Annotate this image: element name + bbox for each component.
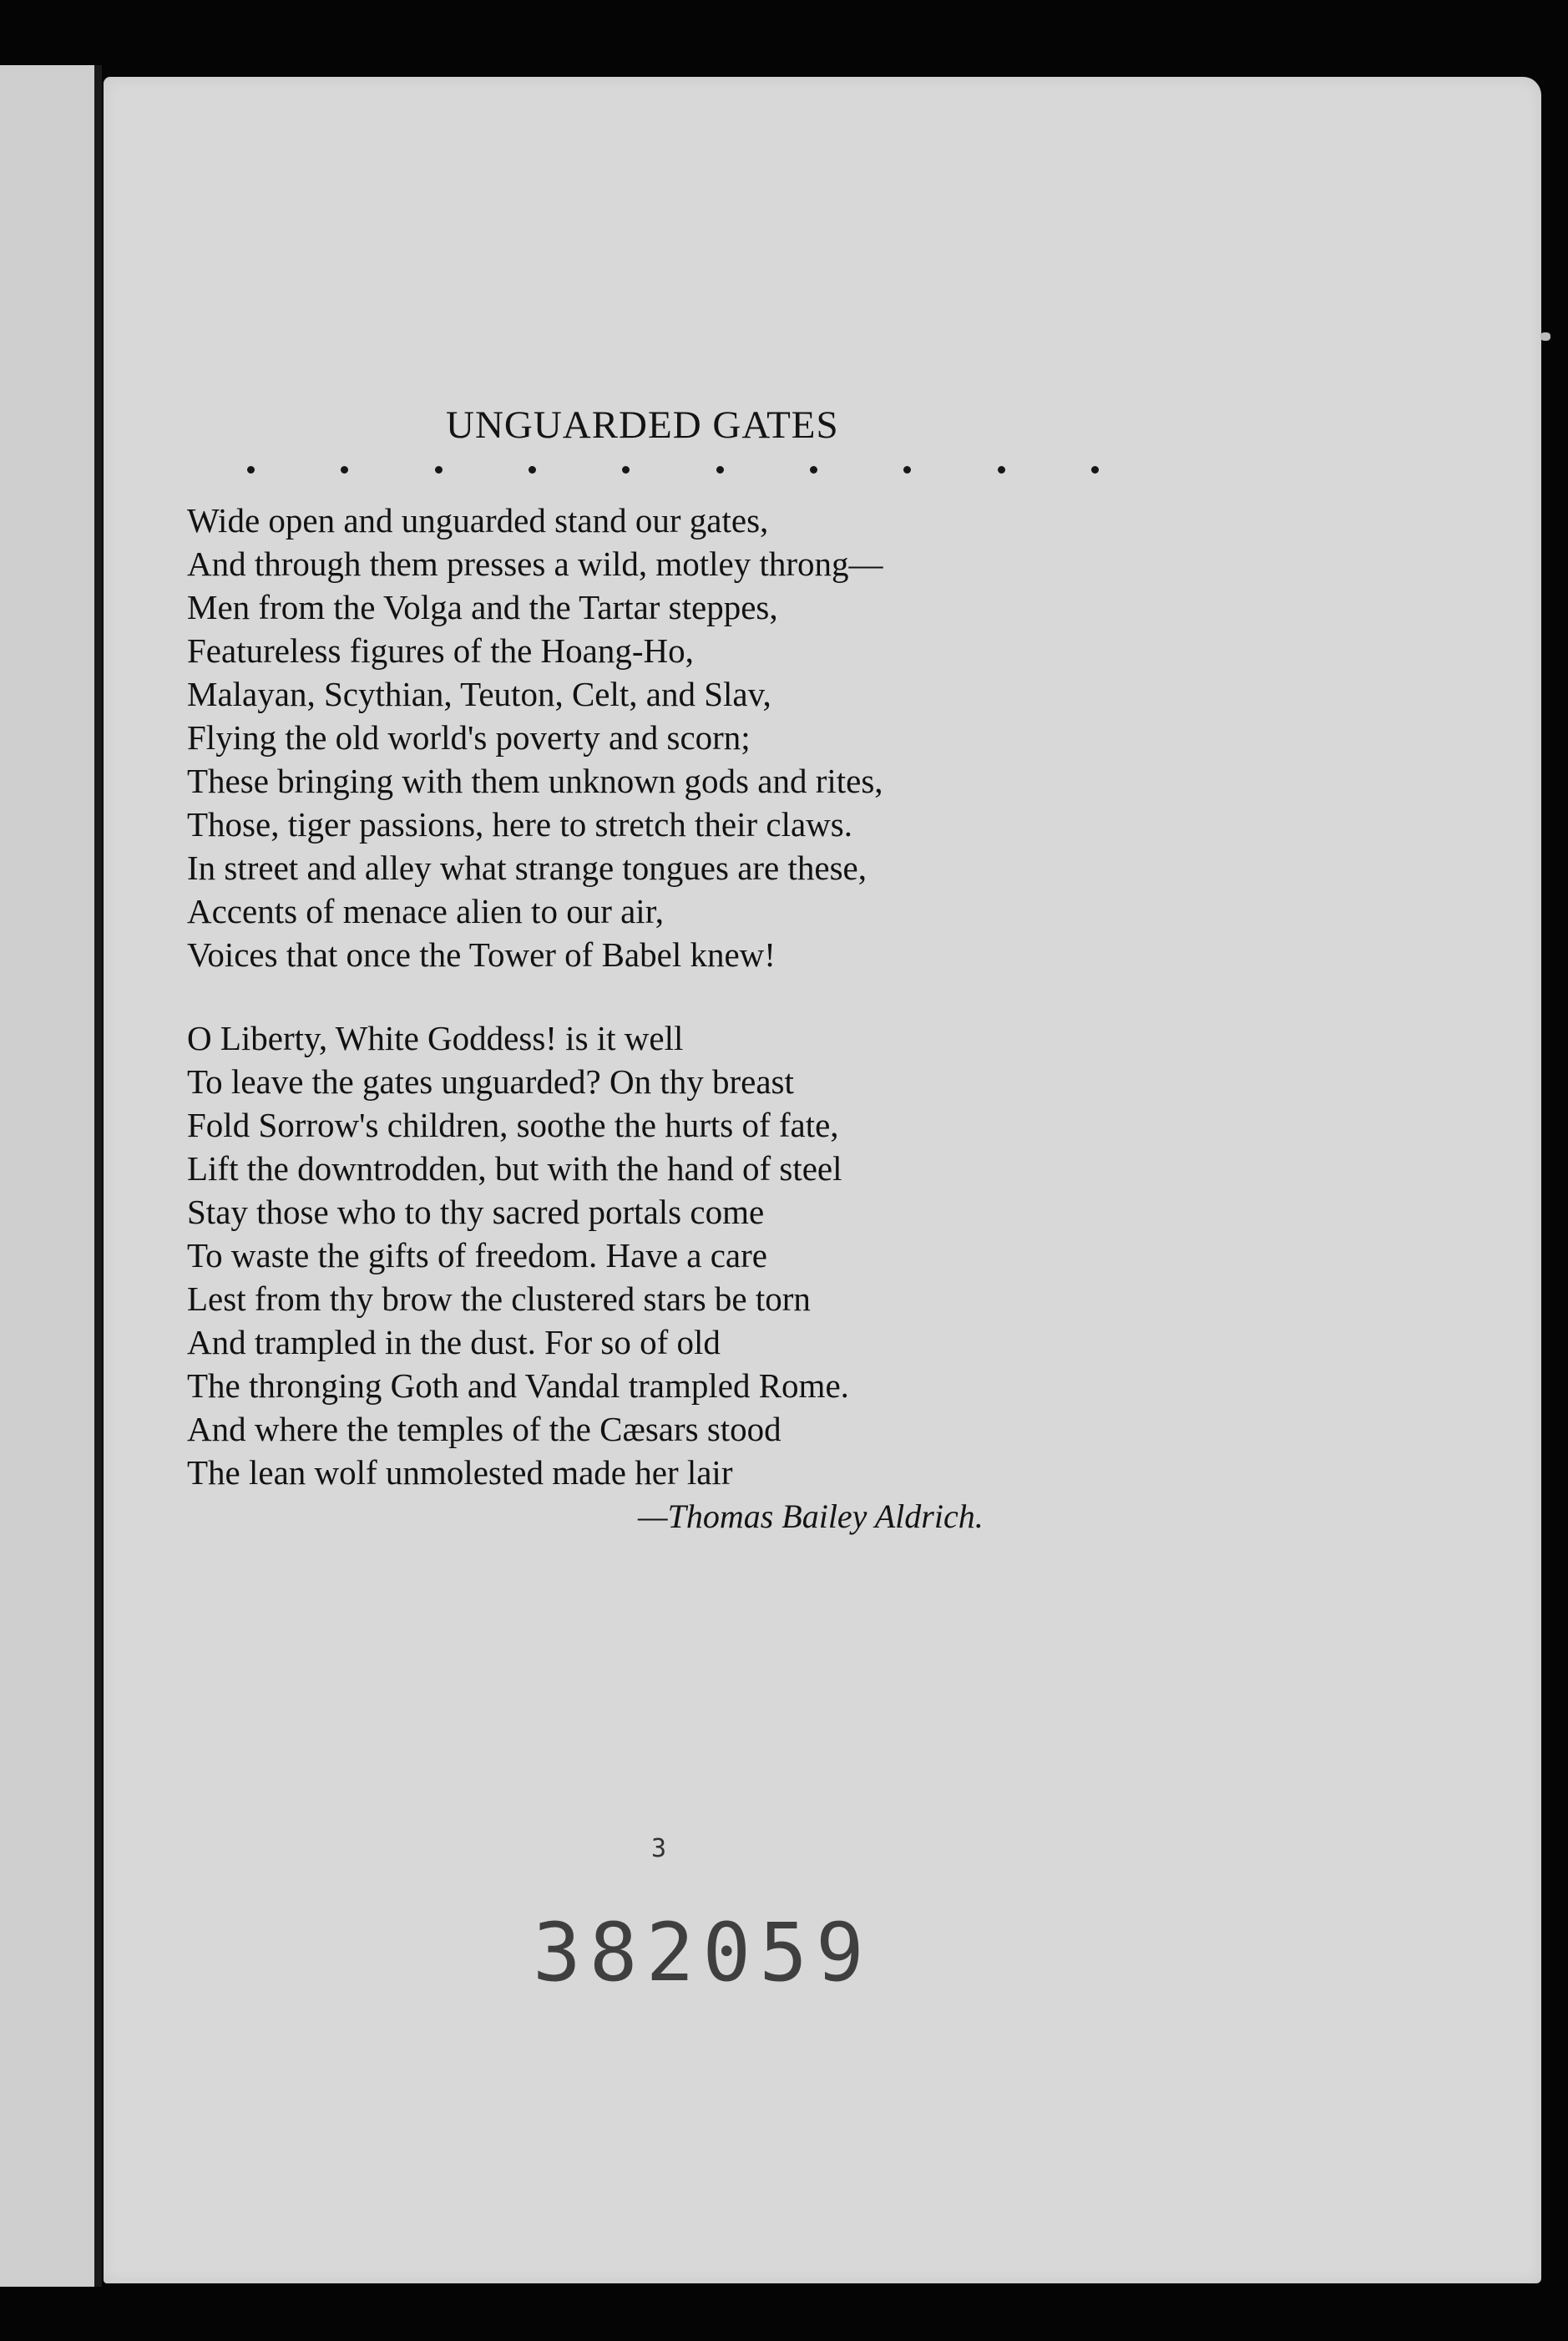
poem-line: Those, tiger passions, here to stretch their claws. [187,805,852,844]
poem-line: These bringing with them unknown gods and rites, [187,762,883,800]
poem-line: Wide open and unguarded stand our gates, [187,501,769,540]
poem-line: To waste the gifts of freedom. Have a care [187,1236,767,1274]
facing-page-edge [0,65,99,2287]
binding-gutter [94,65,102,2287]
ornament-dot [435,466,443,474]
poem-line: In street and alley what strange tongues are these, [187,849,867,887]
ornament-dot [810,466,817,474]
poem-line: And through them presses a wild, motley throng— [187,545,883,583]
ornament-dot [247,466,255,474]
stanza-one [187,499,1272,976]
poem-line: To leave the gates unguarded? On thy breast [187,1062,794,1101]
stanza-two [187,1016,1272,1494]
ornament-dot [529,466,536,474]
poem-line: The lean wolf unmolested made her lair [187,1453,733,1492]
poem-line: O Liberty, White Goddess! is it well [187,1019,684,1057]
poem-line: Lift the downtrodden, but with the hand of steel [187,1149,842,1188]
ornament-dot [716,466,724,474]
poem-line: Featureless figures of the Hoang-Ho, [187,631,694,670]
ornamental-dot-row [247,459,1099,479]
page-edge-speck [1540,332,1550,341]
ornament-dot [341,466,348,474]
library-stamp-mark: 3 [651,1834,667,1863]
poem-line: Voices that once the Tower of Babel knew! [187,935,776,974]
ornament-dot [998,466,1005,474]
ornament-dot [1091,466,1099,474]
ornament-dot [622,466,630,474]
poem-title: UNGUARDED GATES [446,403,839,447]
poem-line: And trampled in the dust. For so of old [187,1323,721,1361]
poem-line: Flying the old world's poverty and scorn; [187,718,751,757]
poem-line: Fold Sorrow's children, soothe the hurts of fate, [187,1106,839,1144]
poem-page [104,77,1541,2283]
poem-line: Men from the Volga and the Tartar steppes, [187,588,778,626]
poem-line: Accents of menace alien to our air, [187,892,664,930]
library-stamp-number: 382059 [533,1906,873,1999]
ornament-dot [903,466,911,474]
poem-line: Stay those who to thy sacred portals come [187,1193,765,1231]
poem-line: Malayan, Scythian, Teuton, Celt, and Slav, [187,675,771,713]
poem-line: And where the temples of the Cæsars stood [187,1410,781,1448]
poem-line: Lest from thy brow the clustered stars be torn [187,1279,811,1318]
poem-line: The thronging Goth and Vandal trampled Rome. [187,1366,849,1405]
poem-attribution: —Thomas Bailey Aldrich. [638,1497,984,1535]
